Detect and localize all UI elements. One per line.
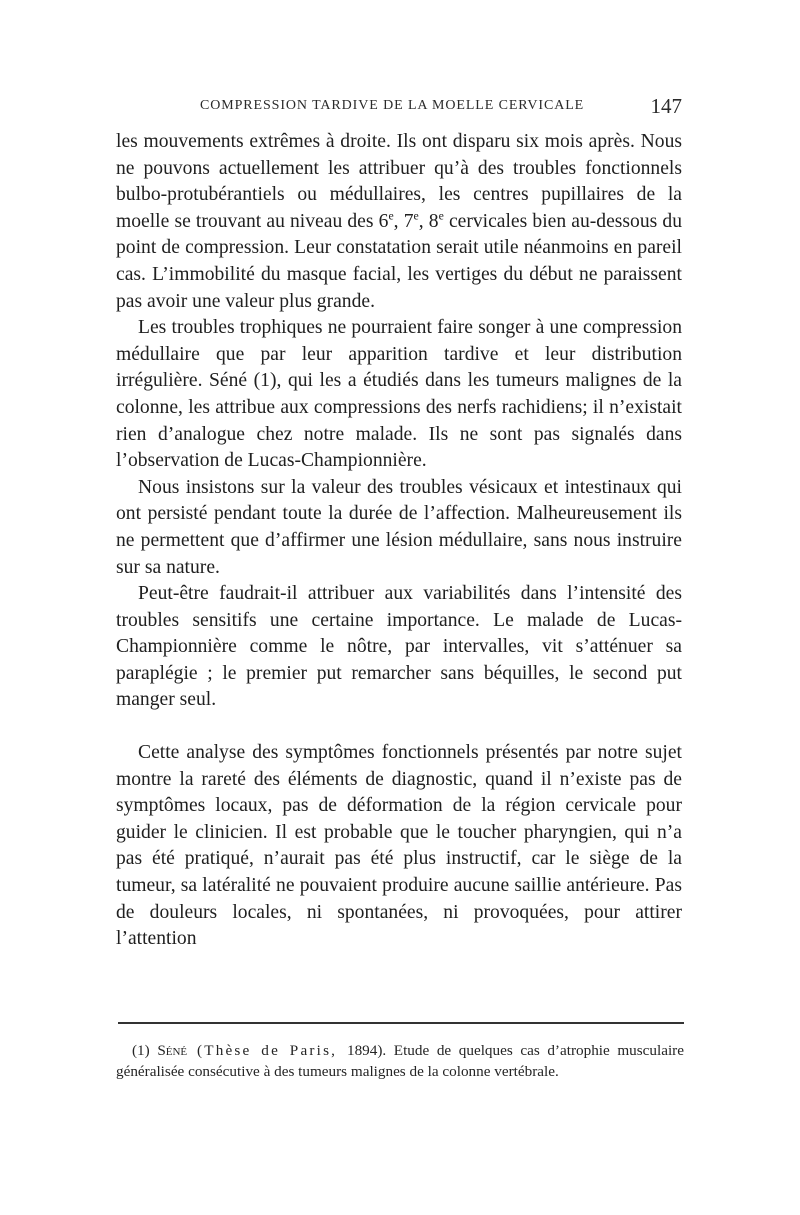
footnote-author: Séné <box>157 1042 188 1059</box>
paragraph-4: Peut-être faudrait-il attribuer aux variabilités dans l’intensité des troubles sensitifs une certaine importance. Le malade de Lucas-Championnière comme le nôtre, par intervalles, vit s’atténuer sa paraplégie ; le premier put remarcher sans béquilles, le second put manger seul. <box>116 583 682 711</box>
paragraph-2: Les troubles trophiques ne pourraient faire songer à une compression médullaire que par leur apparition tardive et leur distribution irrégulière. Séné (1), qui les a étudiés dans les tumeurs malignes de la colonne, les attribue aux compressions des nerfs rachidiens; il n’existait rien d’analogue chez notre malade. Ils ne sont pas signalés dans l’observation de Lucas-Championnière. <box>116 317 682 472</box>
footnote <box>116 1040 684 1082</box>
footnote-year: 1894 <box>346 1042 378 1059</box>
ordinal-8: e <box>438 209 444 223</box>
ordinal-6: e <box>388 209 394 223</box>
vertebra-7: 7 <box>403 210 414 232</box>
paragraph-3: Nous insistons sur la valeur des troubles vésicaux et intestinaux qui ont persisté pendant toute la durée de l’affection. Malheureusement ils ne permettent que d’affirmer une lésion médullaire, sans nous instruire sur sa nature. <box>116 476 682 578</box>
ordinal-7: e <box>413 209 419 223</box>
footnote-marker: (1) <box>132 1042 158 1059</box>
page-header <box>118 94 684 122</box>
footnote-rest: ). Etude de quelques cas d’atrophie musculaire généralisée consécutive à des tumeurs malignes de la colonne vertébrale. <box>116 1042 684 1080</box>
separator-1: , <box>393 210 404 232</box>
vertebra-8: 8 <box>428 210 439 232</box>
paragraph-1-text: les mouvements extrêmes à droite. Ils ont disparu six mois après. Nous ne pouvons actuellement les attribuer qu’à des troubles fonctionnels bulbo-protubérantiels ou médullaires, les centres pupillaires de la moelle se trouvant au niveau des <box>116 131 682 232</box>
footnote-rule <box>118 1022 684 1024</box>
separator-2: , <box>418 210 429 232</box>
paragraph-1-end: cervicales bien au-dessous du point de compression. Leur constatation serait utile néanmoins en pareil cas. L’immobilité du masque facial, les vertiges du début ne paraissent pas avoir une valeur plus grande. <box>116 210 683 312</box>
vertebra-6: 6 <box>378 210 389 232</box>
paragraph-5: Cette analyse des symptômes fonctionnels présentés par notre sujet montre la rareté des éléments de diagnostic, quand il n’existe pas de symptômes locaux, pas de déformation de la région cervicale pour guider le clinicien. Il est probable que le toucher pharyngien, qui n’a pas été pratiqué, n’aurait pas été plus instructif, car le siège de la tumeur, sa latéralité ne pouvaient produire aucune saillie antérieure. Pas de douleurs locales, ni spontanées, ni provoquées, pour attirer l’attention <box>116 742 682 950</box>
body-text <box>116 129 682 953</box>
running-title: COMPRESSION TARDIVE DE LA MOELLE CERVICALE <box>200 98 585 113</box>
footnote-source: (Thèse de Paris, <box>187 1042 347 1059</box>
paragraph-1 <box>116 129 682 315</box>
footnote-text <box>116 1040 684 1082</box>
page-number: 147 <box>650 94 682 118</box>
